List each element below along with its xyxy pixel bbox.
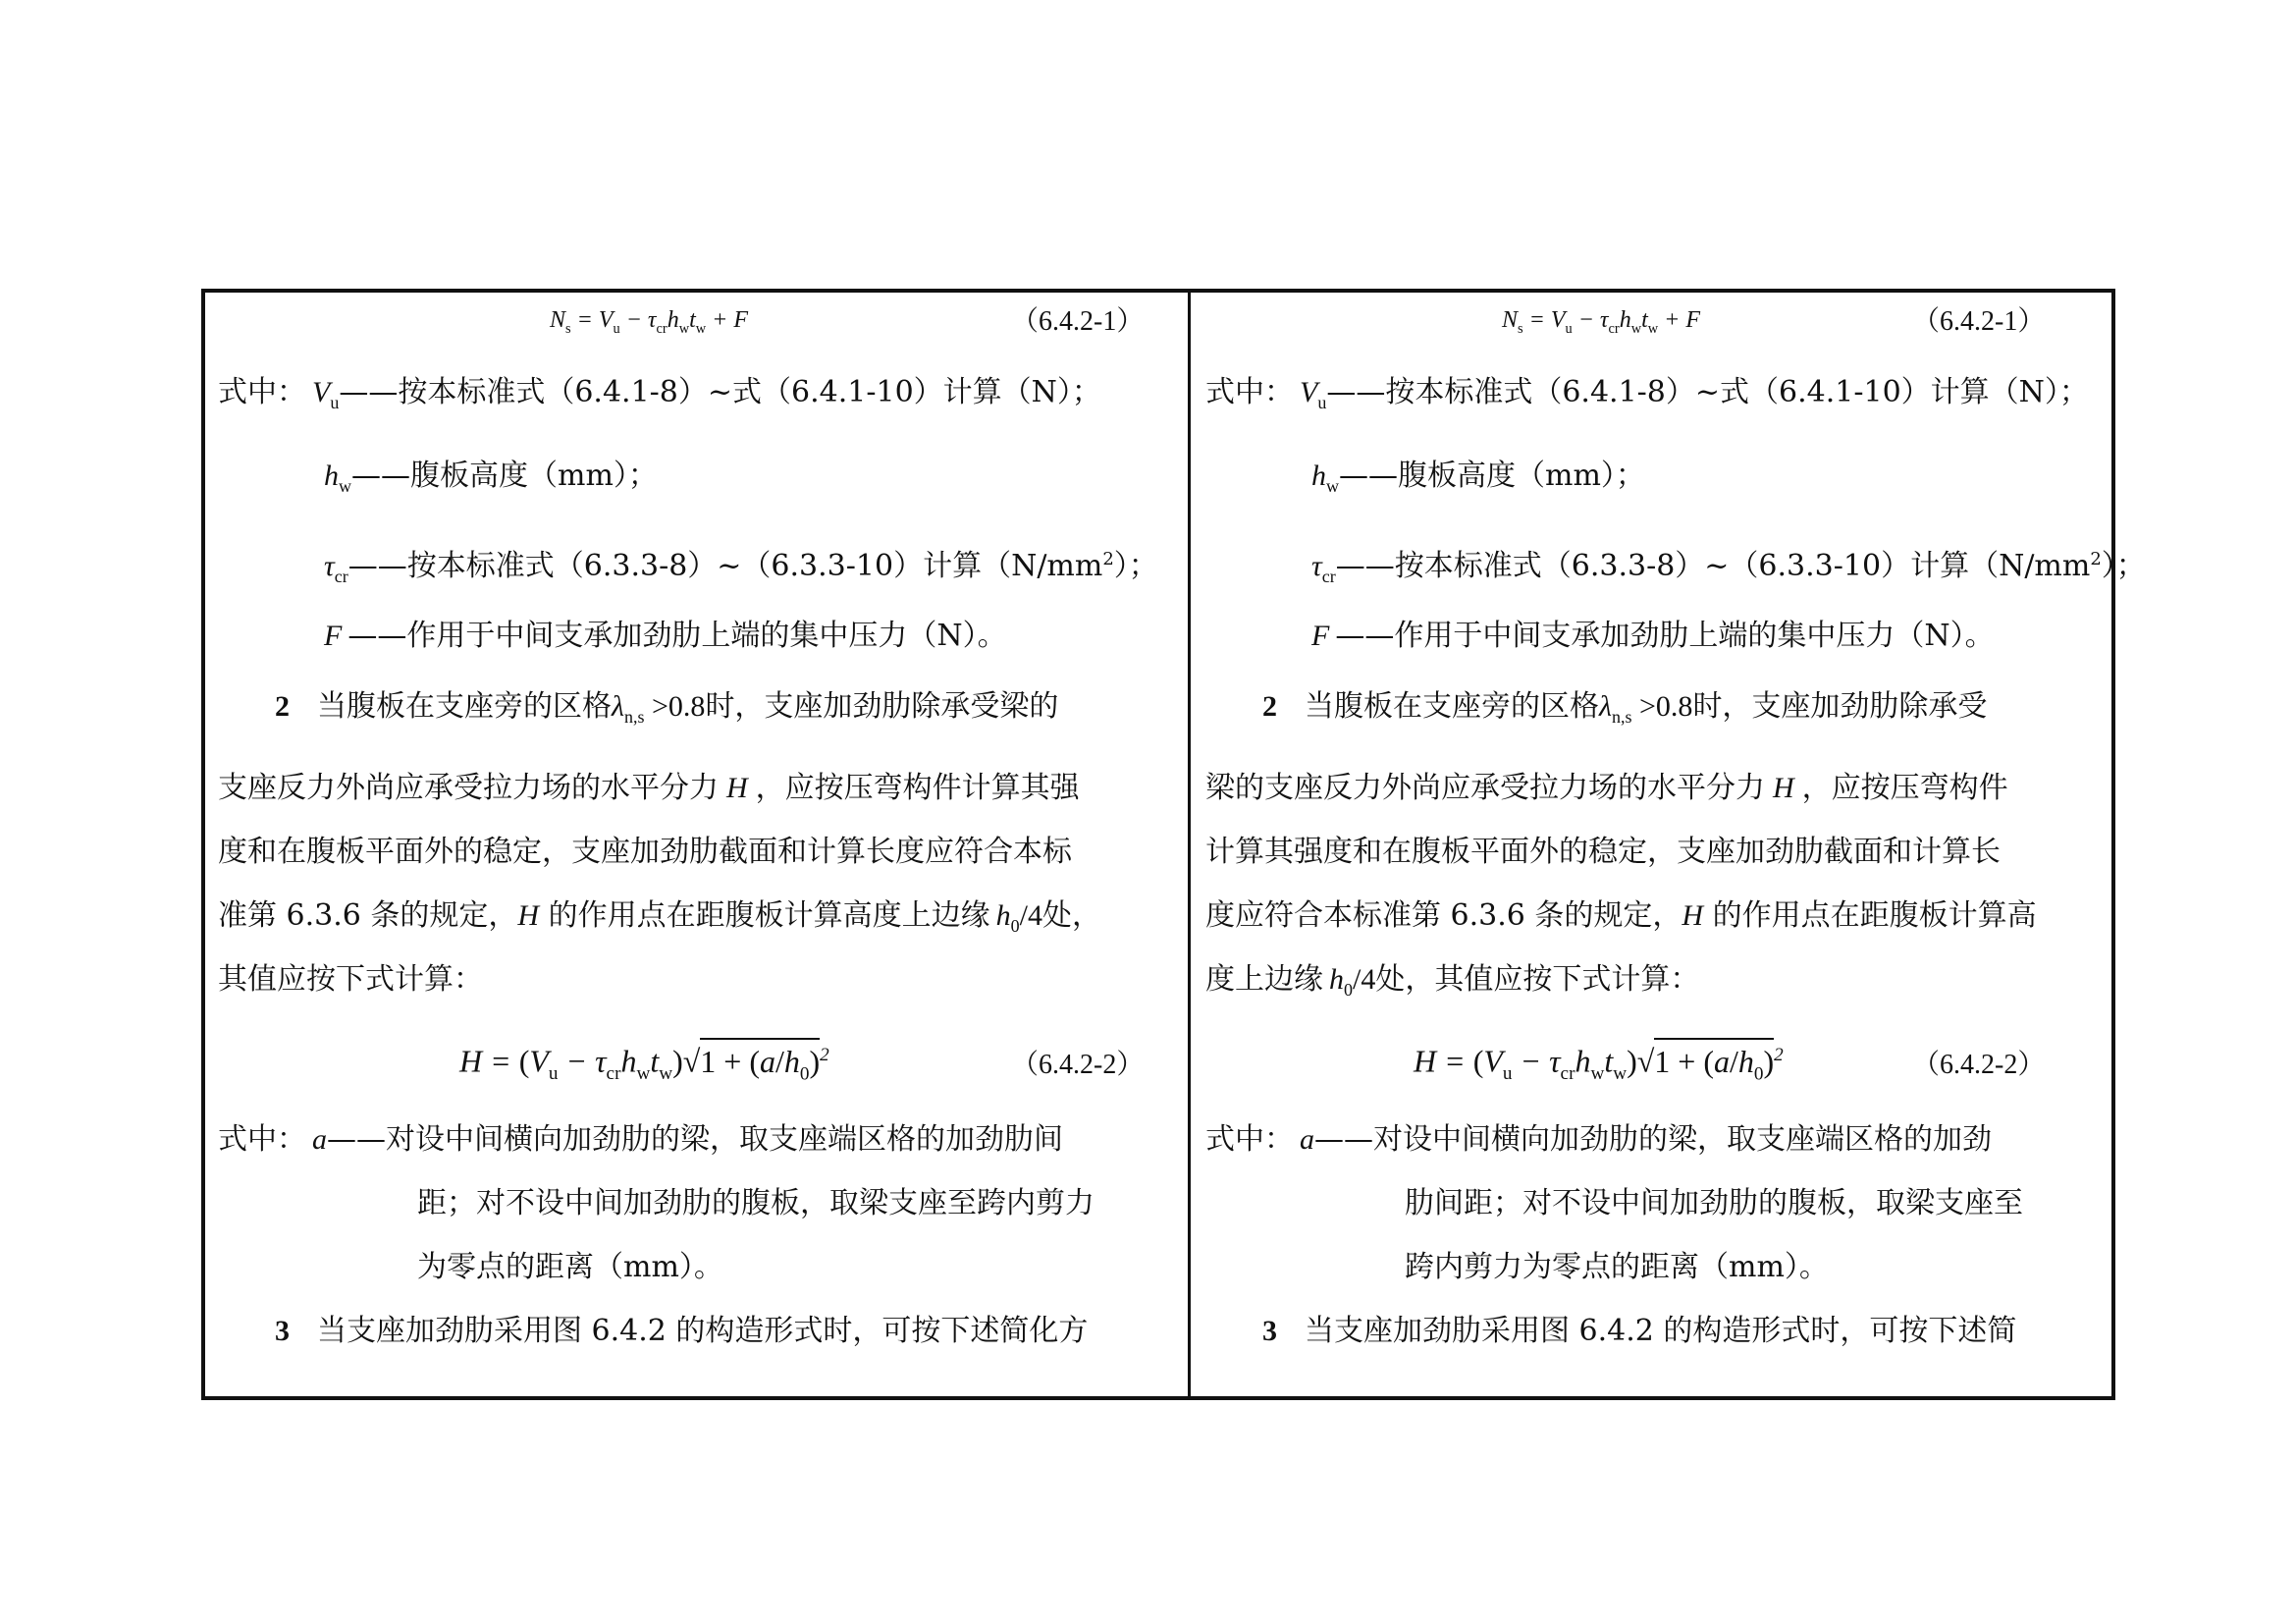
item2-line4: 度应符合本标准第 6.3.6 条的规定，H 的作用点在距腹板计算高 xyxy=(1205,898,2037,933)
item2-line2: 梁的支座反力外尚应承受拉力场的水平分力 H ，应按压弯构件 xyxy=(1205,771,2008,805)
equation-6-4-2-2: $H = (V_u - \tau_{cr}h_wt_w)√1 + (a/h_0)^2$ xyxy=(1414,1036,1784,1094)
where-hw-line: $h_w——$腹板高度（mm）； xyxy=(324,459,658,496)
item2-line5: 度上边缘 $h_0/4$处，其值应按下式计算： xyxy=(1205,962,1700,1000)
item2-line1: 2 当腹板在支座旁的区格$\lambda_{n,s} >0.8$时，支座加劲肋除承受梁的 xyxy=(275,689,1059,727)
left-column xyxy=(218,293,1180,1396)
where-tau-line: $\tau_{cr}——$按本标准式（6.3.3-8）~（6.3.3-10）计算$(N/mm^2)$； xyxy=(1311,549,2146,586)
where-vu-line: 式中： $V_u——$按本标准式（6.4.1-8）~式（6.4.1-10）计算（N）； xyxy=(1205,375,2089,412)
item2-line2: 支座反力外尚应承受拉力场的水平分力 H ，应按压弯构件计算其强 xyxy=(218,771,1080,805)
where-a-line2: 肋间距；对不设中间加劲肋的腹板，取梁支座至 xyxy=(1405,1186,2023,1220)
where-vu-line: 式中： $V_u——$按本标准式（6.4.1-8）~式（6.4.1-10）计算（N）； xyxy=(218,375,1101,412)
where-a-line3: 跨内剪力为零点的距离（mm）。 xyxy=(1405,1250,1829,1284)
where-tau-line: $\tau_{cr}——$按本标准式（6.3.3-8）~（6.3.3-10）计算$(N/mm^2)$； xyxy=(324,549,1158,586)
where-a-line2: 距；对不设中间加劲肋的腹板，取梁支座至跨内剪力 xyxy=(417,1186,1095,1220)
item2-line3: 度和在腹板平面外的稳定，支座加劲肋截面和计算长度应符合本标 xyxy=(218,835,1072,869)
where-a-line1: 式中： a——对设中间横向加劲肋的梁，取支座端区格的加劲 xyxy=(1205,1122,1992,1157)
equation-number: （6.4.2-1） xyxy=(1912,306,2046,337)
equation-number: （6.4.2-1） xyxy=(1011,306,1145,337)
equation-6-4-2-2: $H = (V_u - \tau_{cr}h_wt_w)√1 + (a/h_0)^2$ xyxy=(459,1036,829,1094)
where-f-line: F ——作用于中间支承加劲肋上端的集中压力（N）。 xyxy=(1311,619,1995,653)
item2-line3: 计算其强度和在腹板平面外的稳定，支座加劲肋截面和计算长 xyxy=(1205,835,2001,869)
item3-line: 3 当支座加劲肋采用图 6.4.2 的构造形式时，可按下述简 xyxy=(1262,1314,2017,1348)
equation-6-4-2-1: $N_s = V_u - \tau_{cr}h_wt_w + F$ xyxy=(550,307,749,337)
where-a-line3: 为零点的距离（mm）。 xyxy=(417,1250,723,1284)
right-column xyxy=(1205,293,2146,1396)
item3-line: 3 当支座加劲肋采用图 6.4.2 的构造形式时，可按下述简化方 xyxy=(275,1314,1089,1348)
where-f-line: F ——作用于中间支承加劲肋上端的集中压力（N）。 xyxy=(324,619,1007,653)
equation-number: （6.4.2-2） xyxy=(1912,1050,2046,1080)
column-divider xyxy=(1188,289,1191,1400)
where-a-line1: 式中： a——对设中间横向加劲肋的梁，取支座端区格的加劲肋间 xyxy=(218,1122,1063,1157)
equation-6-4-2-1: $N_s = V_u - \tau_{cr}h_wt_w + F$ xyxy=(1502,307,1701,337)
item2-line1: 2 当腹板在支座旁的区格$\lambda_{n,s} >0.8$时，支座加劲肋除承受 xyxy=(1262,689,1988,727)
equation-number: （6.4.2-2） xyxy=(1011,1050,1145,1080)
item2-line4: 准第 6.3.6 条的规定，H 的作用点在距腹板计算高度上边缘 $h_0/4$处， xyxy=(218,898,1101,936)
item2-line5: 其值应按下式计算： xyxy=(218,962,483,997)
where-hw-line: $h_w——$腹板高度（mm）； xyxy=(1311,459,1645,496)
